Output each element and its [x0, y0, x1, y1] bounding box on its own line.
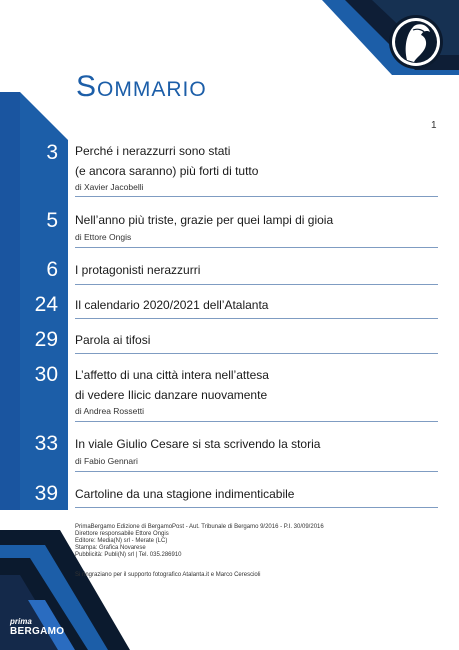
publisher-logo-line1: prima — [10, 617, 32, 626]
toc-title-line: In viale Giulio Cesare si sta scrivendo la storia — [75, 437, 321, 451]
toc-page-number: 29 — [34, 328, 58, 351]
toc-page-number: 3 — [46, 141, 58, 164]
page-title: Sommario — [76, 70, 207, 103]
credits-line: PrimaBergamo Edizione di BergamoPost - Aut. Tribunale di Bergamo 9/2016 - P.I. 30/09/2016 — [75, 524, 324, 530]
toc-title-line: di vedere Ilicic danzare nuovamente — [75, 388, 268, 402]
toc-page-number: 30 — [34, 363, 58, 386]
divider — [75, 196, 438, 197]
toc-author: di Andrea Rossetti — [75, 406, 144, 416]
toc-title-line: (e ancora saranno) più forti di tutto — [75, 164, 259, 178]
page-number: 1 — [431, 120, 437, 131]
toc-page-number: 6 — [46, 258, 58, 281]
divider — [75, 507, 438, 508]
divider — [75, 318, 438, 319]
toc-author: di Fabio Gennari — [75, 456, 138, 466]
divider — [75, 284, 438, 285]
toc-author: di Xavier Jacobelli — [75, 182, 144, 192]
divider — [75, 353, 438, 354]
toc-page-number: 33 — [34, 432, 58, 455]
credits-block — [75, 524, 405, 559]
publisher-logo-line2: BERGAMO — [10, 626, 65, 637]
credits-line: Direttore responsabile Ettore Ongis — [75, 531, 169, 537]
toc-author: di Ettore Ongis — [75, 232, 132, 242]
toc-page-number: 39 — [34, 482, 58, 505]
divider — [75, 471, 438, 472]
toc-page-number: 24 — [34, 293, 58, 316]
credits-line: Pubblicità: Publi(N) srl | Tel. 035.286910 — [75, 552, 182, 558]
toc-title-line: L’affetto di una città intera nell’attesa — [75, 368, 269, 382]
toc-title-line: Il calendario 2020/2021 dell’Atalanta — [75, 298, 269, 312]
club-logo-icon — [389, 15, 443, 69]
divider — [75, 247, 438, 248]
toc-title-line: Parola ai tifosi — [75, 333, 151, 347]
photo-thanks: Si ringraziano per il supporto fotografico Atalanta.it e Marco Cerescioli — [75, 572, 261, 578]
toc-title-line: Nell’anno più triste, grazie per quei lampi di gioia — [75, 213, 334, 227]
toc-title-line: Cartoline da una stagione indimenticabile — [75, 487, 295, 501]
credits-line: Editore: Media(N) srl - Merate (LC) — [75, 538, 168, 544]
toc-title-line: Perché i nerazzurri sono stati — [75, 144, 231, 158]
publisher-logo — [10, 618, 64, 637]
toc-page-number: 5 — [46, 209, 58, 232]
credits-line: Stampa: Grafica Novarese — [75, 545, 146, 551]
left-blue-bar-shade — [0, 92, 20, 510]
toc-title-line: I protagonisti nerazzurri — [75, 263, 201, 277]
divider — [75, 421, 438, 422]
